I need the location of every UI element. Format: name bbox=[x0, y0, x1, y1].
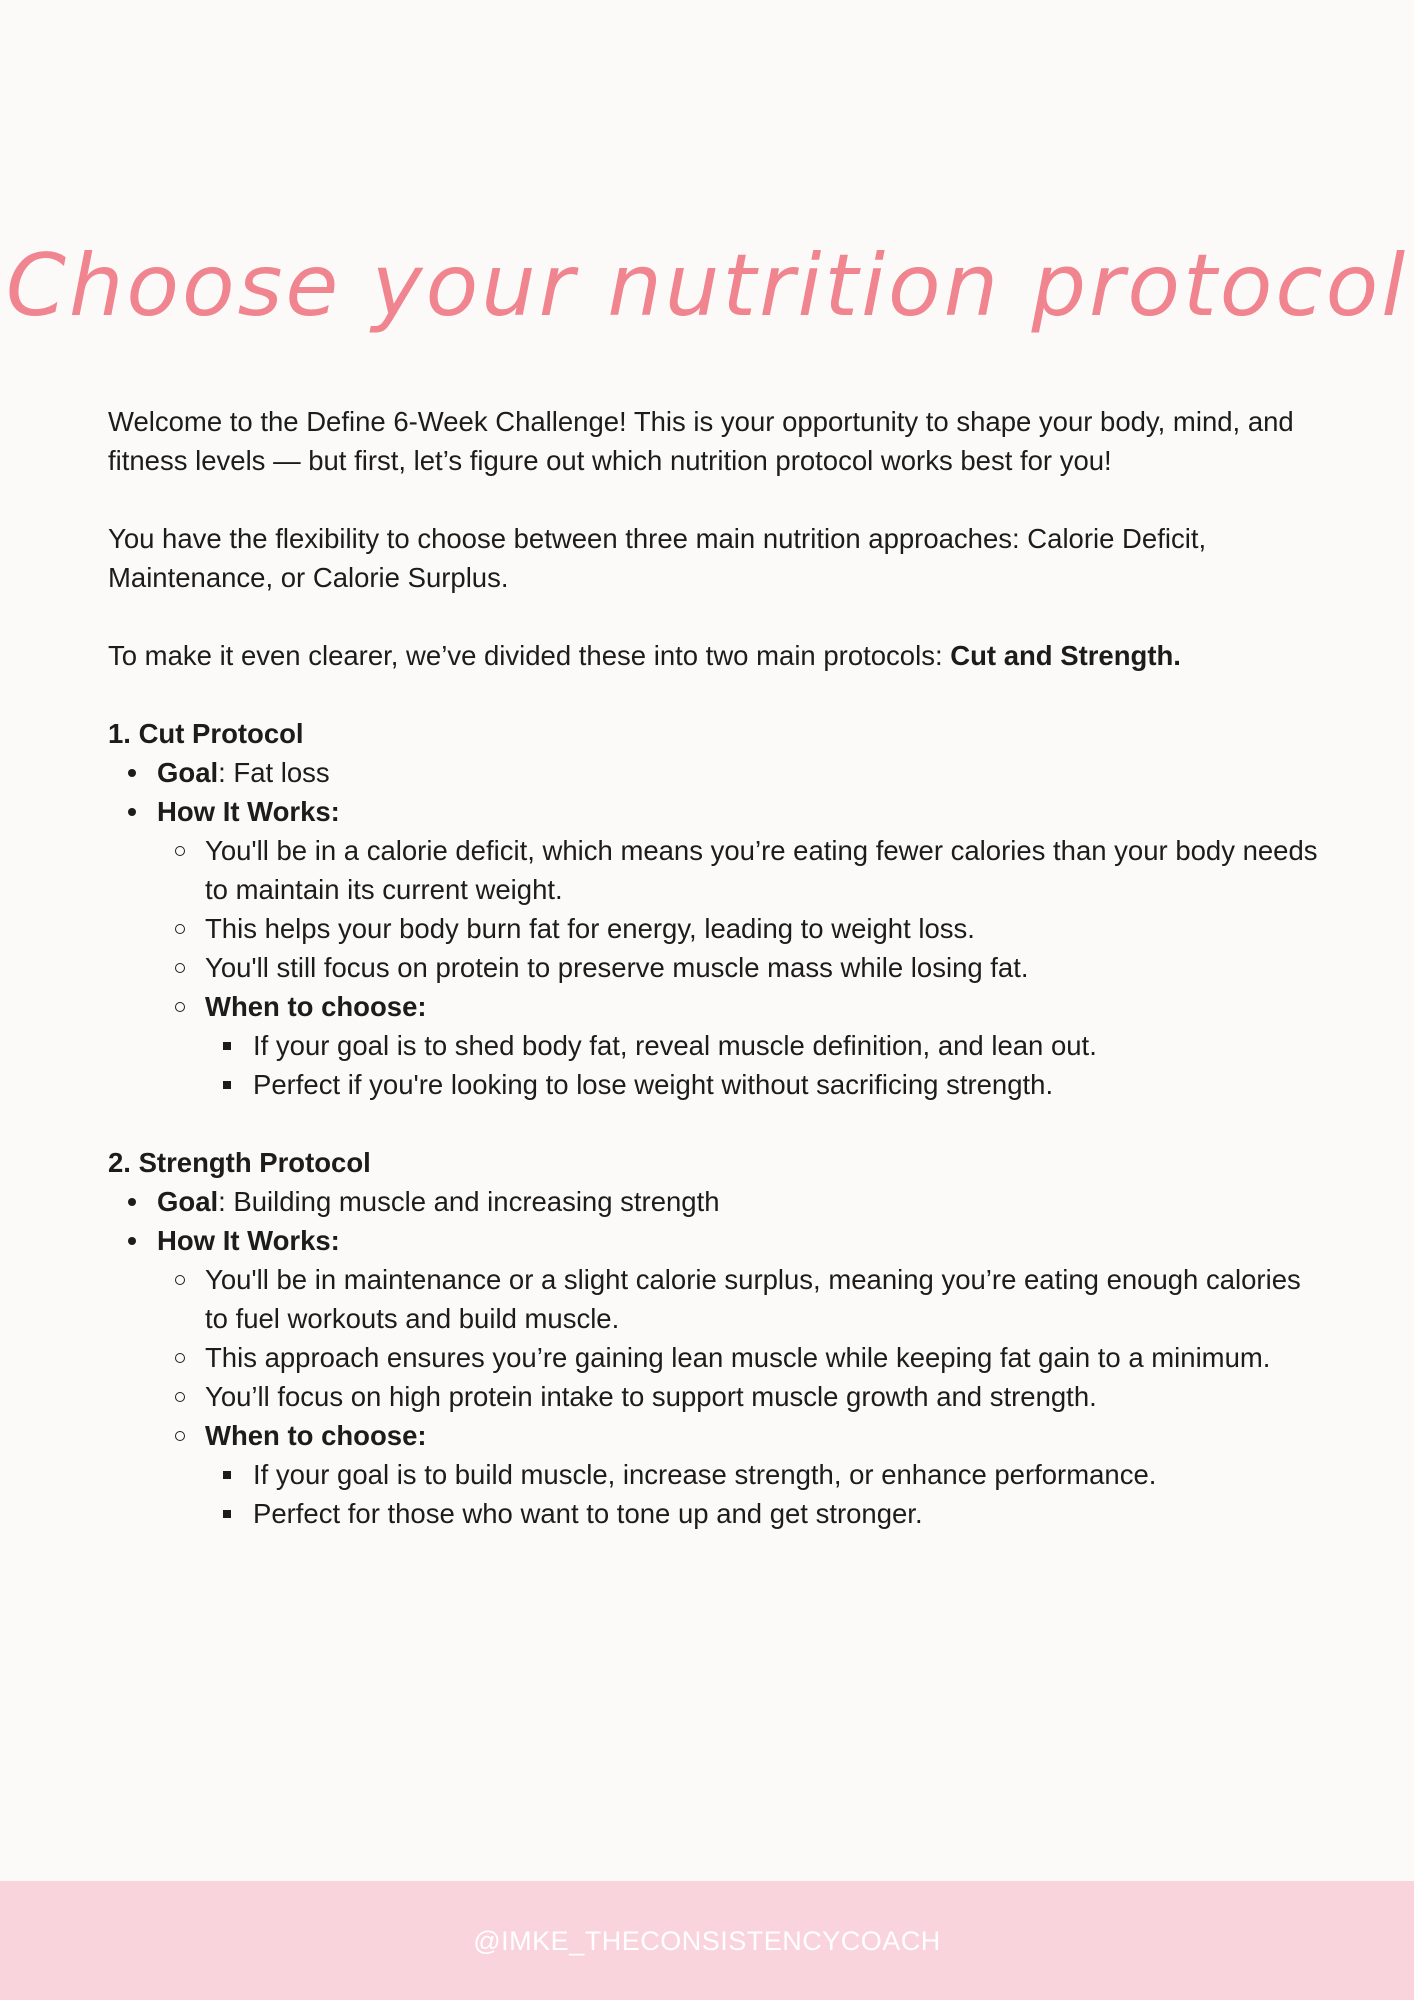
when-label: When to choose: bbox=[205, 1420, 427, 1451]
cut-when-list bbox=[205, 1026, 1328, 1104]
strength-when-item bbox=[157, 1416, 1328, 1533]
cut-when-item bbox=[157, 987, 1328, 1104]
strength-protocol-section bbox=[108, 1143, 1328, 1533]
cut-protocol-list bbox=[108, 753, 1328, 1104]
footer-handle: @IMKE_THECONSISTENCYCOACH bbox=[473, 1926, 941, 1956]
document-body bbox=[108, 402, 1328, 1533]
intro-text: To make it even clearer, we’ve divided these into two main protocols: bbox=[108, 640, 951, 671]
intro-paragraph-3 bbox=[108, 636, 1328, 675]
strength-goal-item bbox=[108, 1182, 1328, 1221]
list-item: You'll still focus on protein to preserve muscle mass while losing fat. bbox=[157, 948, 1328, 987]
strength-protocol-heading: 2. Strength Protocol bbox=[108, 1147, 371, 1178]
cut-goal-item bbox=[108, 753, 1328, 792]
intro-paragraph-1: Welcome to the Define 6-Week Challenge! This is your opportunity to shape your body, mind, and fitness levels — but first, let’s figure out which nutrition protocol works best for you! bbox=[108, 406, 1294, 476]
strength-protocol-list bbox=[108, 1182, 1328, 1533]
goal-text: : Fat loss bbox=[218, 757, 330, 788]
goal-text: : Building muscle and increasing strength bbox=[218, 1186, 720, 1217]
cut-protocol-heading: 1. Cut Protocol bbox=[108, 718, 304, 749]
list-item: Perfect if you're looking to lose weight without sacrificing strength. bbox=[205, 1065, 1328, 1104]
list-item: If your goal is to shed body fat, reveal muscle definition, and lean out. bbox=[205, 1026, 1328, 1065]
list-item: Perfect for those who want to tone up and get stronger. bbox=[205, 1494, 1328, 1533]
strength-how-item bbox=[108, 1221, 1328, 1533]
strength-when-list bbox=[205, 1455, 1328, 1533]
how-label: How It Works: bbox=[157, 796, 340, 827]
goal-label: Goal bbox=[157, 1186, 219, 1217]
list-item: This helps your body burn fat for energy, leading to weight loss. bbox=[157, 909, 1328, 948]
intro-bold: Cut and Strength. bbox=[950, 640, 1181, 671]
strength-how-list bbox=[157, 1260, 1328, 1533]
cut-protocol-section bbox=[108, 714, 1328, 1104]
list-item: If your goal is to build muscle, increase strength, or enhance performance. bbox=[205, 1455, 1328, 1494]
list-item: You'll be in maintenance or a slight calorie surplus, meaning you’re eating enough calories to fuel workouts and build muscle. bbox=[157, 1260, 1328, 1338]
intro-paragraph-2: You have the flexibility to choose between three main nutrition approaches: Calorie Deficit, Maintenance, or Calorie Surplus. bbox=[108, 523, 1207, 593]
when-label: When to choose: bbox=[205, 991, 427, 1022]
cut-how-item bbox=[108, 792, 1328, 1104]
how-label: How It Works: bbox=[157, 1225, 340, 1256]
page-title: Choose your nutrition protocol bbox=[5, 236, 1409, 336]
list-item: You’ll focus on high protein intake to support muscle growth and strength. bbox=[157, 1377, 1328, 1416]
cut-how-list bbox=[157, 831, 1328, 1104]
goal-label: Goal bbox=[157, 757, 219, 788]
list-item: This approach ensures you’re gaining lean muscle while keeping fat gain to a minimum. bbox=[157, 1338, 1328, 1377]
list-item: You'll be in a calorie deficit, which means you’re eating fewer calories than your body needs to maintain its current weight. bbox=[157, 831, 1328, 909]
